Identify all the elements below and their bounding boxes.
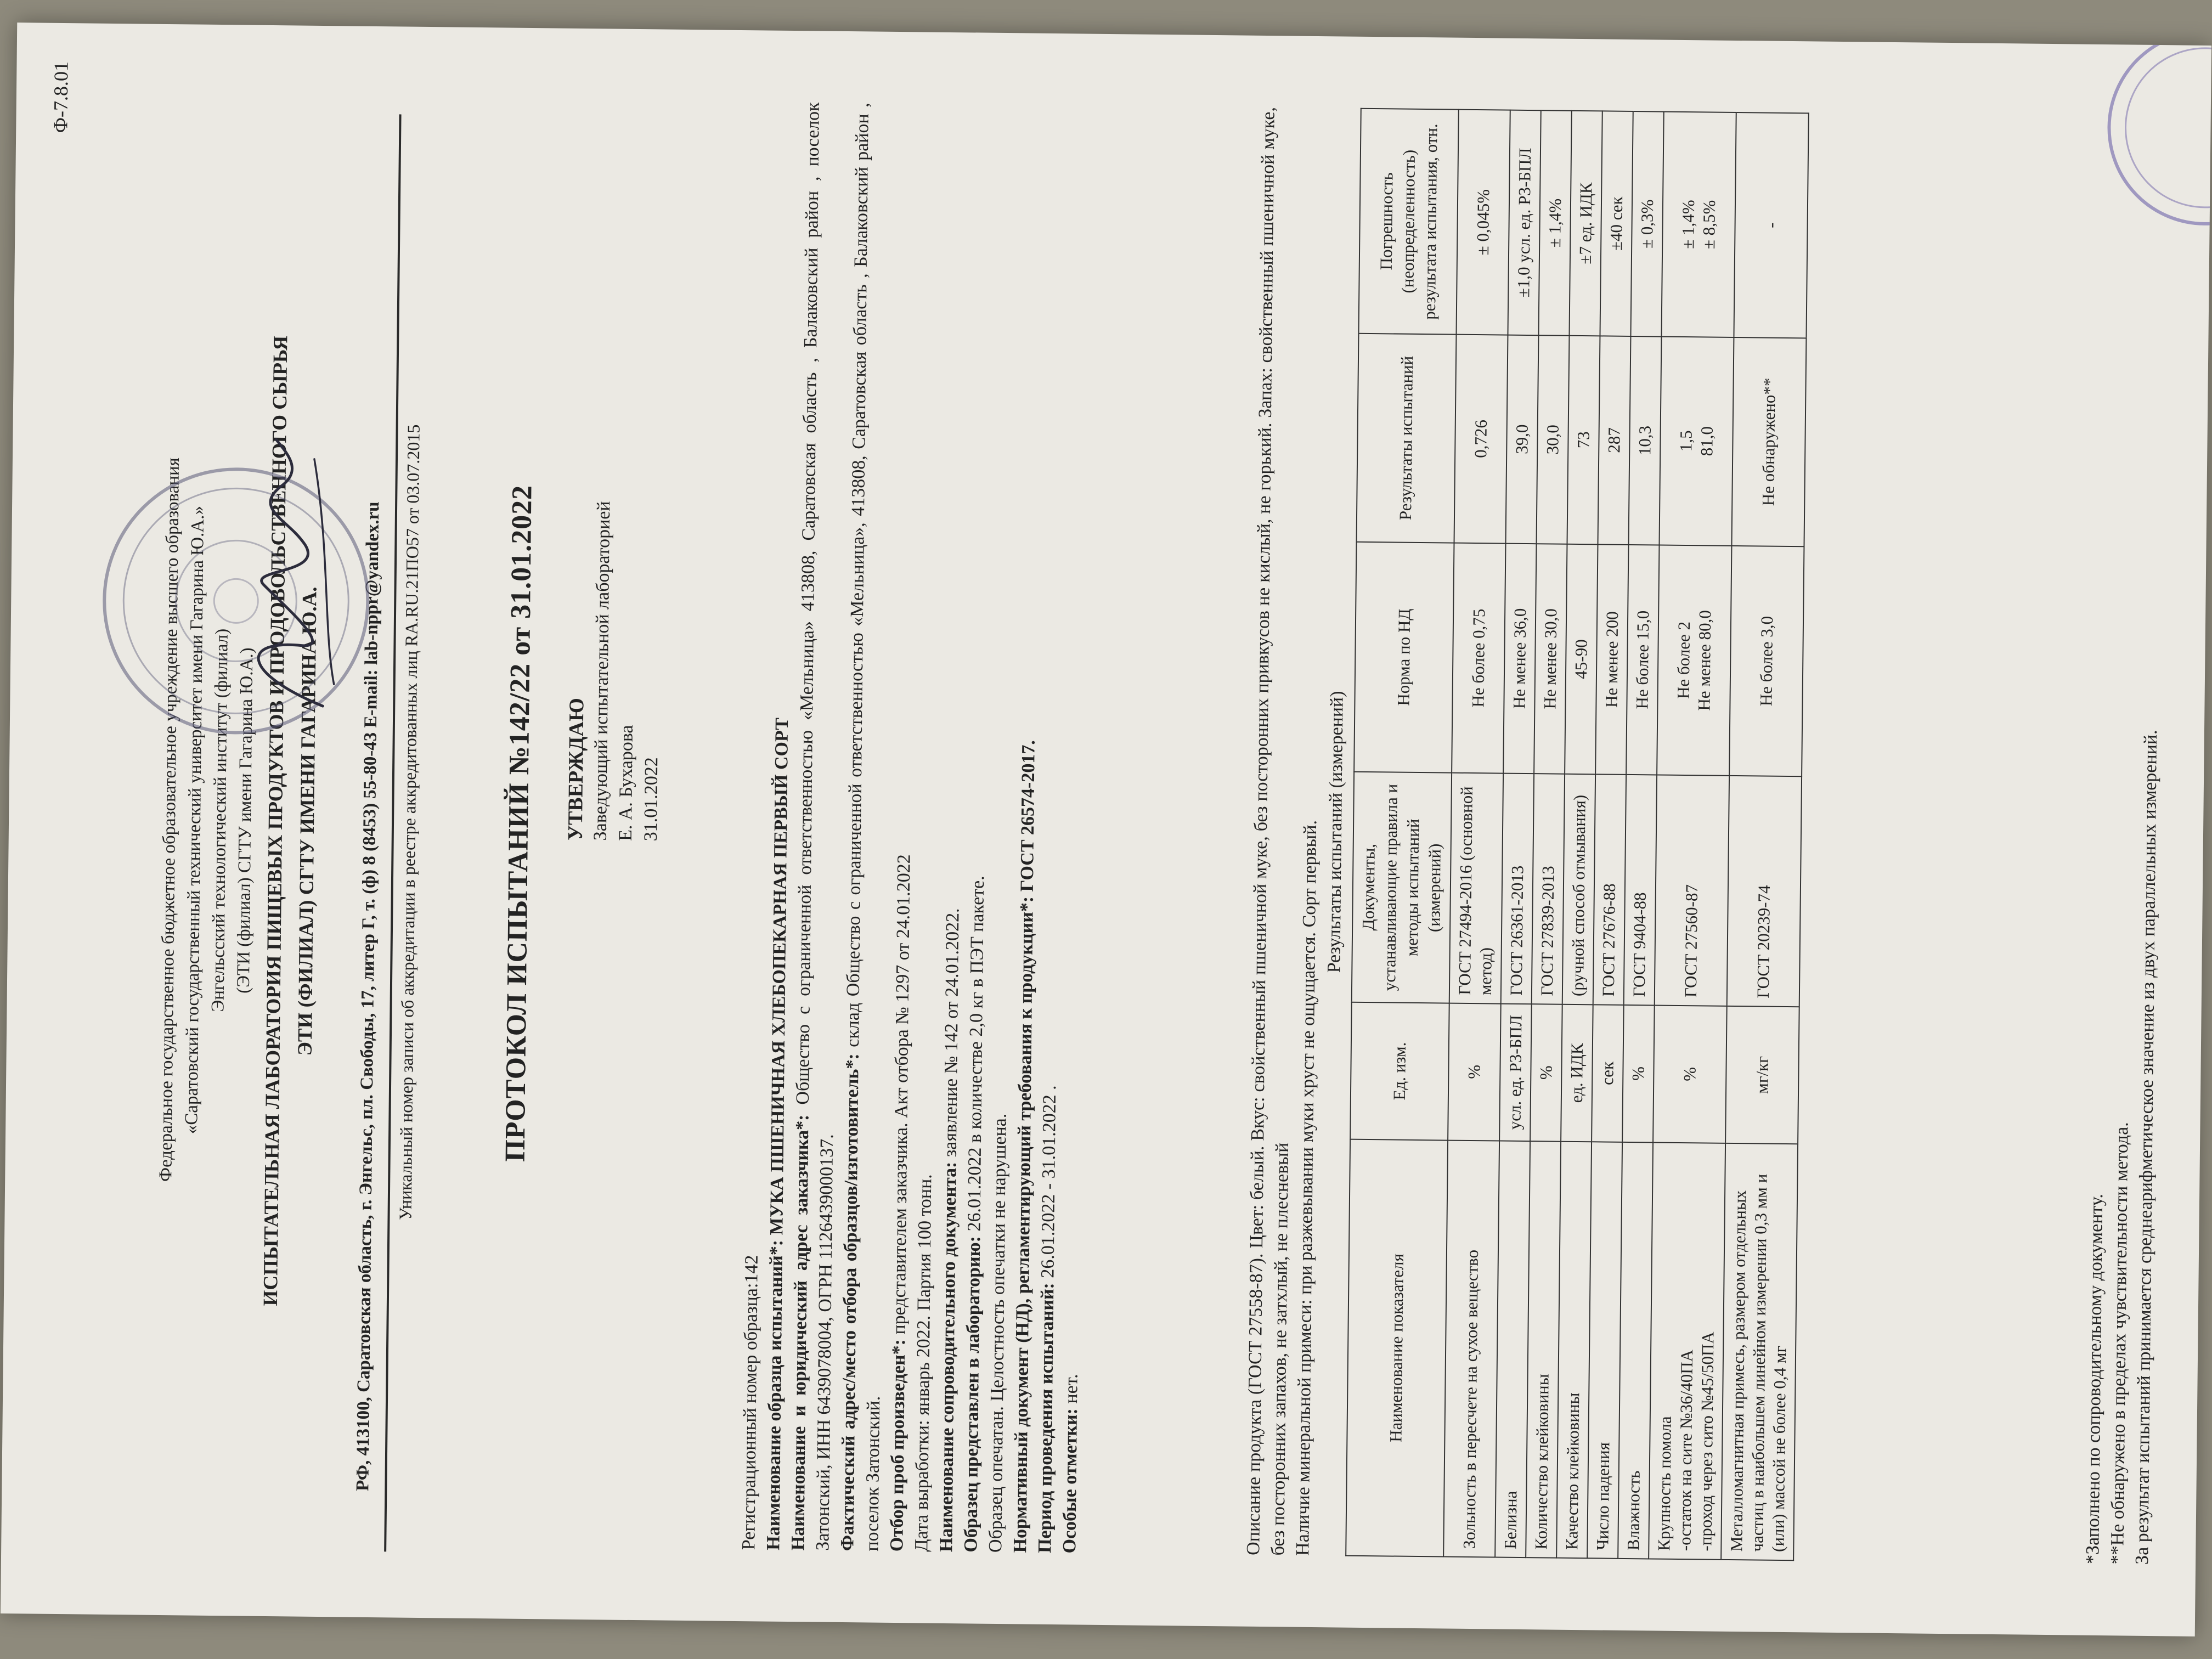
row-name: Металломагнитная примесь, размером отдельных частиц в наибольшем линейном измерении 0,3 мм и (или) массой не более 0,4 мг bbox=[1721, 1143, 1798, 1561]
row-error: ±1,0 усл. ед. Р3-БПЛ bbox=[1508, 110, 1541, 335]
row-method: ГОСТ 27839-2013 bbox=[1532, 774, 1565, 1004]
col-header-norm: Норма по НД bbox=[1354, 541, 1454, 772]
approval-block bbox=[563, 501, 667, 842]
row-unit: % bbox=[1622, 1005, 1655, 1142]
footnotes bbox=[2080, 116, 2170, 1565]
row-name: Крупность помола -остаток на сите №36/40ПА -проход через сито №45/50ПА bbox=[1649, 1142, 1725, 1560]
partial-stamp bbox=[2100, 22, 2212, 233]
col-header-name: Наименование показателя bbox=[1346, 1139, 1448, 1556]
footnote-2: **Не обнаружено в пределах чувствительности метода. bbox=[2107, 1122, 2132, 1565]
row-unit: % bbox=[1530, 1004, 1562, 1141]
registration-number: Регистрационный номер образца:142 bbox=[738, 1255, 762, 1550]
nd-value: ГОСТ 26574-2017. bbox=[1017, 740, 1039, 892]
customer-value: Общество с ограниченной ответственностью «Мельница» 413808, Саратовская область , Балаковский район , поселок Затонский, ИНН 6439078004, ОГРН 1126439000137. bbox=[792, 102, 838, 1551]
form-code: Ф-7.8.01 bbox=[49, 61, 72, 133]
nd-label: Нормативный документ (НД), регламентирующий требования к продукции*: bbox=[1010, 896, 1037, 1553]
row-method: ГОСТ 27560-87 bbox=[1655, 775, 1729, 1006]
approval-position: Заведующий испытательной лабораторией bbox=[590, 501, 614, 841]
row-method: ГОСТ 20239-74 bbox=[1727, 776, 1802, 1007]
protocol-title: ПРОТОКОЛ ИСПЫТАНИЙ №142/22 от 31.01.2022 bbox=[499, 484, 538, 1162]
table-header-row bbox=[1346, 109, 1459, 1557]
row-error: ± 0,045% bbox=[1456, 110, 1510, 335]
row-norm: Не более 3,0 bbox=[1729, 546, 1804, 777]
col-header-unit: Ед. изм. bbox=[1350, 1002, 1449, 1141]
sampling-value: представителем заказчика. Акт отбора № 1297 от 24.01.2022 bbox=[889, 854, 915, 1335]
header-line-3: Энгельсский технологический институт (филиал) bbox=[208, 628, 232, 1012]
description-text: Описание продукта (ГОСТ 27558-87). Цвет: белый. Вкус: свойственный пшеничной муке, без посторонних привкусов не кислый, не горький. Запах: свойственный пшеничной муке, без посторонних запахов, не затхлый, не плесневый bbox=[1243, 106, 1293, 1556]
row-norm: 45-90 bbox=[1565, 544, 1598, 774]
footnote-1: *Заполнено по сопроводительному документу. bbox=[2083, 1193, 2107, 1565]
footnote-3: За результат испытаний принимается среднеарифметическое значение из двух параллельных измерений. bbox=[2132, 730, 2162, 1565]
marks-value: нет. bbox=[1061, 1374, 1082, 1404]
row-unit: мг/кг bbox=[1725, 1006, 1799, 1144]
period-value: 26.01.2022 - 31.01.2022 . bbox=[1037, 1085, 1060, 1278]
row-result: Не обнаружено** bbox=[1731, 337, 1806, 546]
protocol-document bbox=[1, 22, 2211, 1637]
lab-name-2: ЭТИ (ФИЛИАЛ) СГТУ ИМЕНИ ГАГАРИНА Ю.А. bbox=[294, 586, 321, 1056]
row-name: Число падения bbox=[1587, 1142, 1622, 1559]
row-result: 73 bbox=[1567, 336, 1600, 544]
approval-title: УТВЕРЖДАЮ bbox=[563, 697, 589, 841]
sample-info bbox=[736, 101, 1097, 1553]
marks-label: Особые отметки: bbox=[1059, 1408, 1081, 1554]
row-name: Качество клейковины bbox=[1556, 1141, 1592, 1558]
document-label: Наименование сопроводительного документа: bbox=[936, 1161, 961, 1553]
row-error: - bbox=[1734, 112, 1808, 338]
table-row bbox=[1721, 112, 1809, 1560]
row-error: ± 1,4% bbox=[1538, 110, 1571, 335]
col-header-result: Результаты испытаний bbox=[1357, 334, 1457, 543]
row-unit: сек bbox=[1592, 1005, 1624, 1142]
row-method: ГОСТ 26361-2013 bbox=[1501, 774, 1534, 1004]
row-norm: Не менее 200 bbox=[1595, 544, 1628, 775]
period-label: Период проведения испытаний: bbox=[1035, 1282, 1058, 1554]
actual-address-value: склад Общество с ограниченной ответственностью «Мельница», 413808, Саратовская область , Балаковский район , поселок Затонский. bbox=[842, 103, 884, 1551]
sealed-note: Образец опечатан. Целостность опечатки не нарушена. bbox=[985, 1113, 1011, 1553]
results-table bbox=[1345, 108, 1809, 1561]
row-method: ГОСТ 27676-88 bbox=[1593, 775, 1626, 1005]
header-line-2: «Саратовский государственный технический университет имени Гагарина Ю.А.» bbox=[182, 505, 208, 1135]
row-unit: % bbox=[1653, 1005, 1727, 1143]
approval-name: Е. А. Бухарова bbox=[615, 725, 637, 842]
row-error: ±7 ед. ИДК bbox=[1569, 111, 1602, 336]
row-name: Зольность в пересчете на сухое вещество bbox=[1443, 1140, 1499, 1557]
approval-date: 31.01.2022 bbox=[640, 757, 662, 842]
col-header-error: Погрешность (неопределенность) результата испытания, отн. bbox=[1358, 109, 1458, 335]
row-name: Влажность bbox=[1618, 1142, 1653, 1559]
product-description bbox=[1241, 107, 1330, 1556]
row-method: (ручной способ отмывания) bbox=[1562, 774, 1595, 1005]
signature bbox=[218, 431, 364, 718]
row-norm: Не менее 30,0 bbox=[1534, 544, 1567, 774]
row-error: ± 1,4% ± 8,5% bbox=[1661, 112, 1736, 337]
delivered-value: 26.01.2022 в количестве 2,0 кг в ПЭТ пакете. bbox=[964, 876, 989, 1232]
row-result: 287 bbox=[1598, 336, 1630, 544]
document-header bbox=[149, 106, 329, 1534]
row-unit: ед. ИДК bbox=[1561, 1005, 1593, 1142]
row-result: 1,5 81,0 bbox=[1659, 336, 1734, 545]
document-value: заявление № 142 от 24.01.2022. bbox=[940, 908, 963, 1158]
row-error: ± 0,3% bbox=[1630, 111, 1663, 336]
lab-name-1: ИСПЫТАТЕЛЬНАЯ ЛАБОРАТОРИЯ ПИЩЕВЫХ ПРОДУКТОВ И ПРОДОВОЛЬСТВЕННОГО СЫРЬЯ bbox=[259, 335, 292, 1306]
header-line-1: Федеральное государственное бюджетное образовательное учреждение высшего образования bbox=[156, 458, 184, 1182]
row-unit: % bbox=[1448, 1003, 1501, 1141]
production-date: Дата выработки: январь 2022. Партия 100 тонн. bbox=[911, 1174, 936, 1552]
row-error: ±40 сек bbox=[1600, 111, 1633, 336]
accreditation-line: Уникальный номер записи об аккредитации в реестре аккредитованных лиц RA.RU.21ПО57 от 03.07.2015 bbox=[395, 424, 424, 1221]
row-result: 10,3 bbox=[1628, 336, 1661, 545]
row-result: 30,0 bbox=[1537, 335, 1570, 544]
results-title: Результаты испытаний (измерений) bbox=[1324, 691, 1347, 973]
row-name: Количество клейковины bbox=[1526, 1141, 1561, 1558]
row-unit: усл. ед. Р3-БПЛ bbox=[1499, 1003, 1532, 1141]
lab-address: РФ, 413100, Саратовская область, г. Энгельс, пл. Свободы, 17, литер Г, т. (ф) 8 (8453) 55-80-43 E-mail: lab-nppr@yandex.ru bbox=[353, 501, 383, 1492]
actual-address-label: Фактический адрес/место отбора образцов/изготовитель*: bbox=[837, 1053, 863, 1551]
row-method: ГОСТ 27494-2016 (основной метод) bbox=[1449, 773, 1503, 1004]
customer-label: Наименование и юридический адрес заказчика*: bbox=[788, 1114, 813, 1551]
row-method: ГОСТ 9404-88 bbox=[1624, 775, 1657, 1005]
row-norm: Не более 0,75 bbox=[1452, 543, 1505, 774]
mineral-note: Наличие минеральной примеси: при разжевывании муки хруст не ощущается. Сорт первый. bbox=[1293, 820, 1321, 1556]
header-line-4: (ЭТИ (филиал) СГТУ имени Гагарина Ю.А.) bbox=[233, 647, 257, 994]
sample-name-label: Наименование образца испытаний*: bbox=[763, 1239, 787, 1550]
delivered-label: Образец представлен в лабораторию: bbox=[961, 1235, 985, 1553]
row-result: 39,0 bbox=[1506, 335, 1539, 543]
row-norm: Не более 15,0 bbox=[1626, 545, 1659, 775]
col-header-method: Документы, устанавливающие правила и методы испытаний (измерений) bbox=[1352, 772, 1452, 1003]
row-name: Белизна bbox=[1495, 1141, 1530, 1558]
sampling-label: Отбор проб произведен*: bbox=[887, 1339, 910, 1552]
row-norm: Не более 2 Не менее 80,0 bbox=[1657, 545, 1731, 776]
sample-name-value: МУКА ПШЕНИЧНАЯ ХЛЕБОПЕКАРНАЯ ПЕРВЫЙ СОРТ bbox=[766, 717, 793, 1235]
row-norm: Не менее 36,0 bbox=[1503, 543, 1536, 774]
row-result: 0,726 bbox=[1454, 335, 1508, 544]
